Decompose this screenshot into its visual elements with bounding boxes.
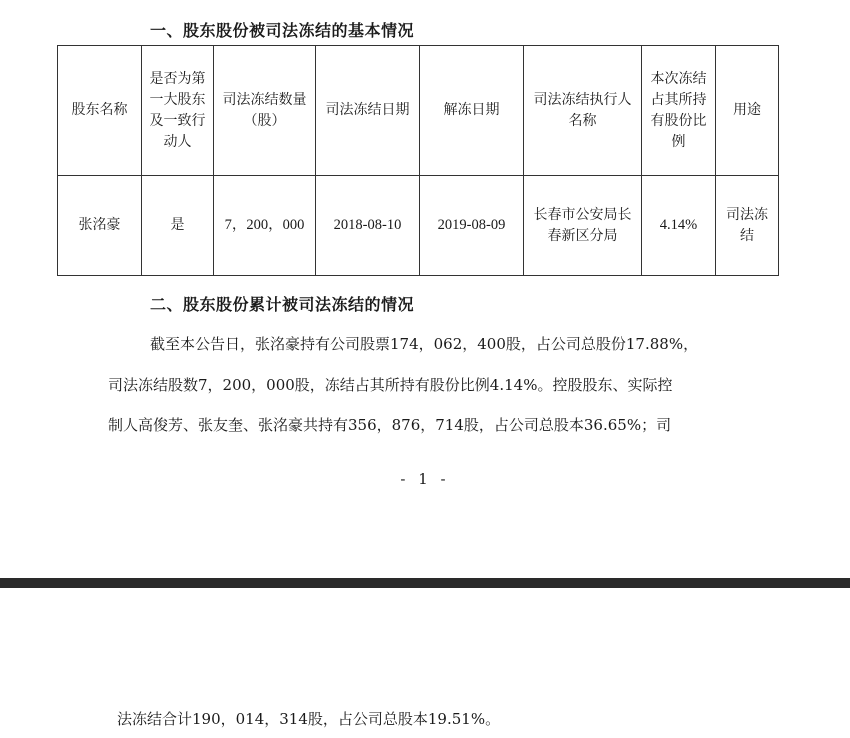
- table-header-row: [58, 46, 779, 176]
- table-row: [58, 176, 779, 276]
- section-2-heading: 二、股东股份累计被司法冻结的情况: [150, 295, 415, 314]
- freeze-table: [57, 45, 779, 276]
- header-is-top-shareholder: 是否为第一大股东及一致行动人: [142, 46, 214, 176]
- paragraph-continuation: 法冻结合计190，014，314股，占公司总股本19.51%。: [117, 710, 501, 728]
- cell-freeze-date: 2018-08-10: [316, 176, 420, 276]
- header-freeze-quantity: 司法冻结数量（股）: [214, 46, 316, 176]
- cell-is-top-shareholder: 是: [142, 176, 214, 276]
- cell-executor: 长春市公安局长春新区分局: [524, 176, 642, 276]
- header-executor: 司法冻结执行人名称: [524, 46, 642, 176]
- header-freeze-date: 司法冻结日期: [316, 46, 420, 176]
- header-freeze-ratio: 本次冻结占其所持有股份比例: [642, 46, 716, 176]
- cell-shareholder-name: 张洺豪: [58, 176, 142, 276]
- paragraph-line-2: 司法冻结股数7，200，000股，冻结占其所持有股份比例4.14%。控股股东、实际控: [108, 376, 673, 394]
- section-1-heading: 一、股东股份被司法冻结的基本情况: [150, 21, 415, 40]
- cell-freeze-ratio: 4.14%: [642, 176, 716, 276]
- cell-freeze-quantity: 7，200，000: [214, 176, 316, 276]
- cell-purpose: 司法冻结: [716, 176, 779, 276]
- paragraph-line-1: 截至本公告日，张洺豪持有公司股票174，062，400股，占公司总股份17.88%，: [150, 335, 699, 353]
- paragraph-line-3: 制人高俊芳、张友奎、张洺豪共持有356，876，714股，占公司总股本36.65%；司: [108, 416, 672, 434]
- header-purpose: 用途: [716, 46, 779, 176]
- page-number: - 1 -: [400, 470, 450, 488]
- header-unfreeze-date: 解冻日期: [420, 46, 524, 176]
- header-shareholder-name: 股东名称: [58, 46, 142, 176]
- cell-unfreeze-date: 2019-08-09: [420, 176, 524, 276]
- page-break-divider: [0, 578, 850, 588]
